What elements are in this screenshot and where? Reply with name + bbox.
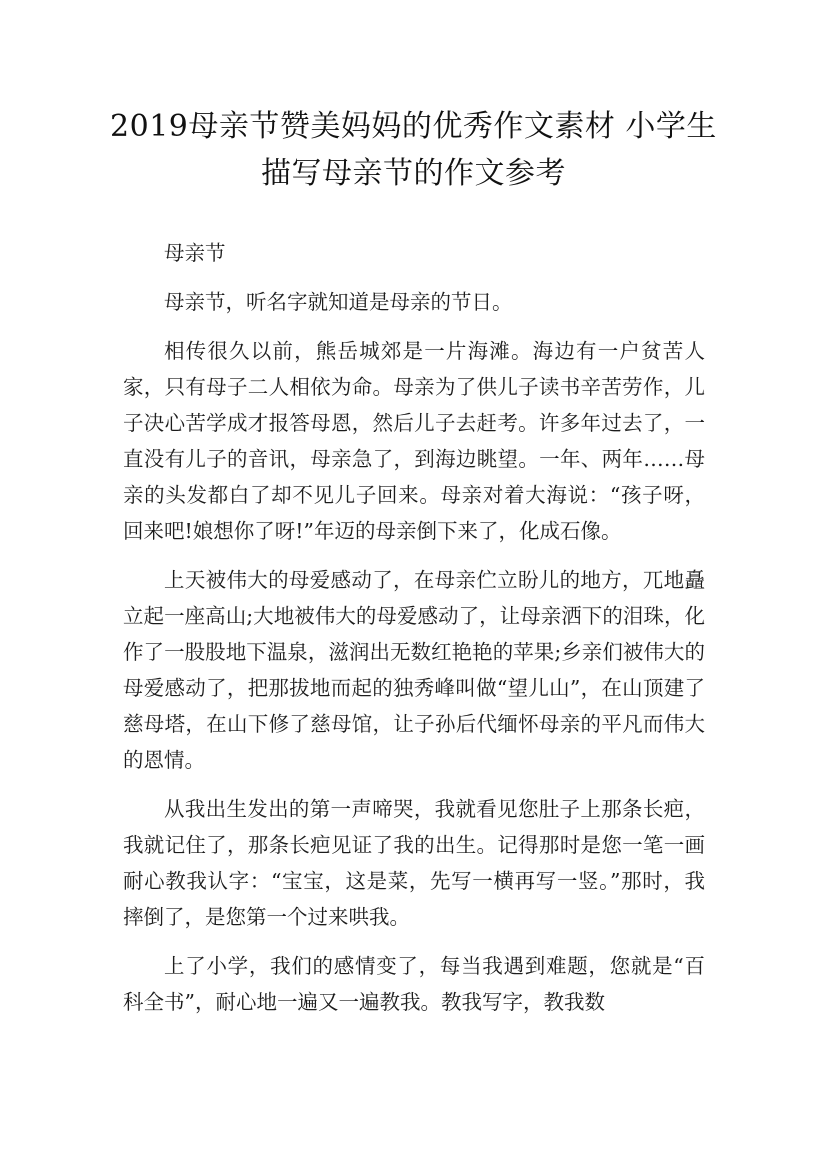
document-title: 2019母亲节赞美妈妈的优秀作文素材 小学生描写母亲节的作文参考: [110, 109, 717, 191]
paragraph: 从我出生发出的第一声啼哭，我就看见您肚子上那条长疤，我就记住了，那条长疤见证了我的出生。记得那时是您一笔一画耐心教我认字：“宝宝，这是菜，先写一横再写一竖。”那时，我摔倒了，是您第一个过来哄我。: [123, 797, 705, 929]
document-body: [123, 235, 705, 1033]
paragraph-heading: 母亲节: [164, 241, 226, 265]
paragraph: 母亲节，听名字就知道是母亲的节日。: [164, 290, 513, 314]
paragraph: 上天被伟大的母爱感动了，在母亲伫立盼儿的地方，兀地矗立起一座高山;大地被伟大的母爱感动了，让母亲洒下的泪珠，化作了一股股地下温泉，滋润出无数红艳艳的苹果;乡亲们被伟大的母爱感动了，把那拔地而起的独秀峰叫做“望儿山”，在山顶建了慈母塔，在山下修了慈母馆，让子孙后代缅怀母亲的平凡而伟大的恩情。: [123, 568, 705, 772]
paragraph: 相传很久以前，熊岳城郊是一片海滩。海边有一户贫苦人家，只有母子二人相依为命。母亲为了供儿子读书辛苦劳作，儿子决心苦学成才报答母恩，然后儿子去赶考。许多年过去了，一直没有儿子的音讯，母亲急了，到海边眺望。一年、两年……母亲的头发都白了却不见儿子回来。母亲对着大海说：“孩子呀，回来吧!娘想你了呀!”年迈的母亲倒下来了，化成石像。: [123, 339, 705, 543]
paragraph: 上了小学，我们的感情变了，每当我遇到难题，您就是“百科全书”，耐心地一遍又一遍教我。教我写字，教我数: [123, 954, 705, 1014]
